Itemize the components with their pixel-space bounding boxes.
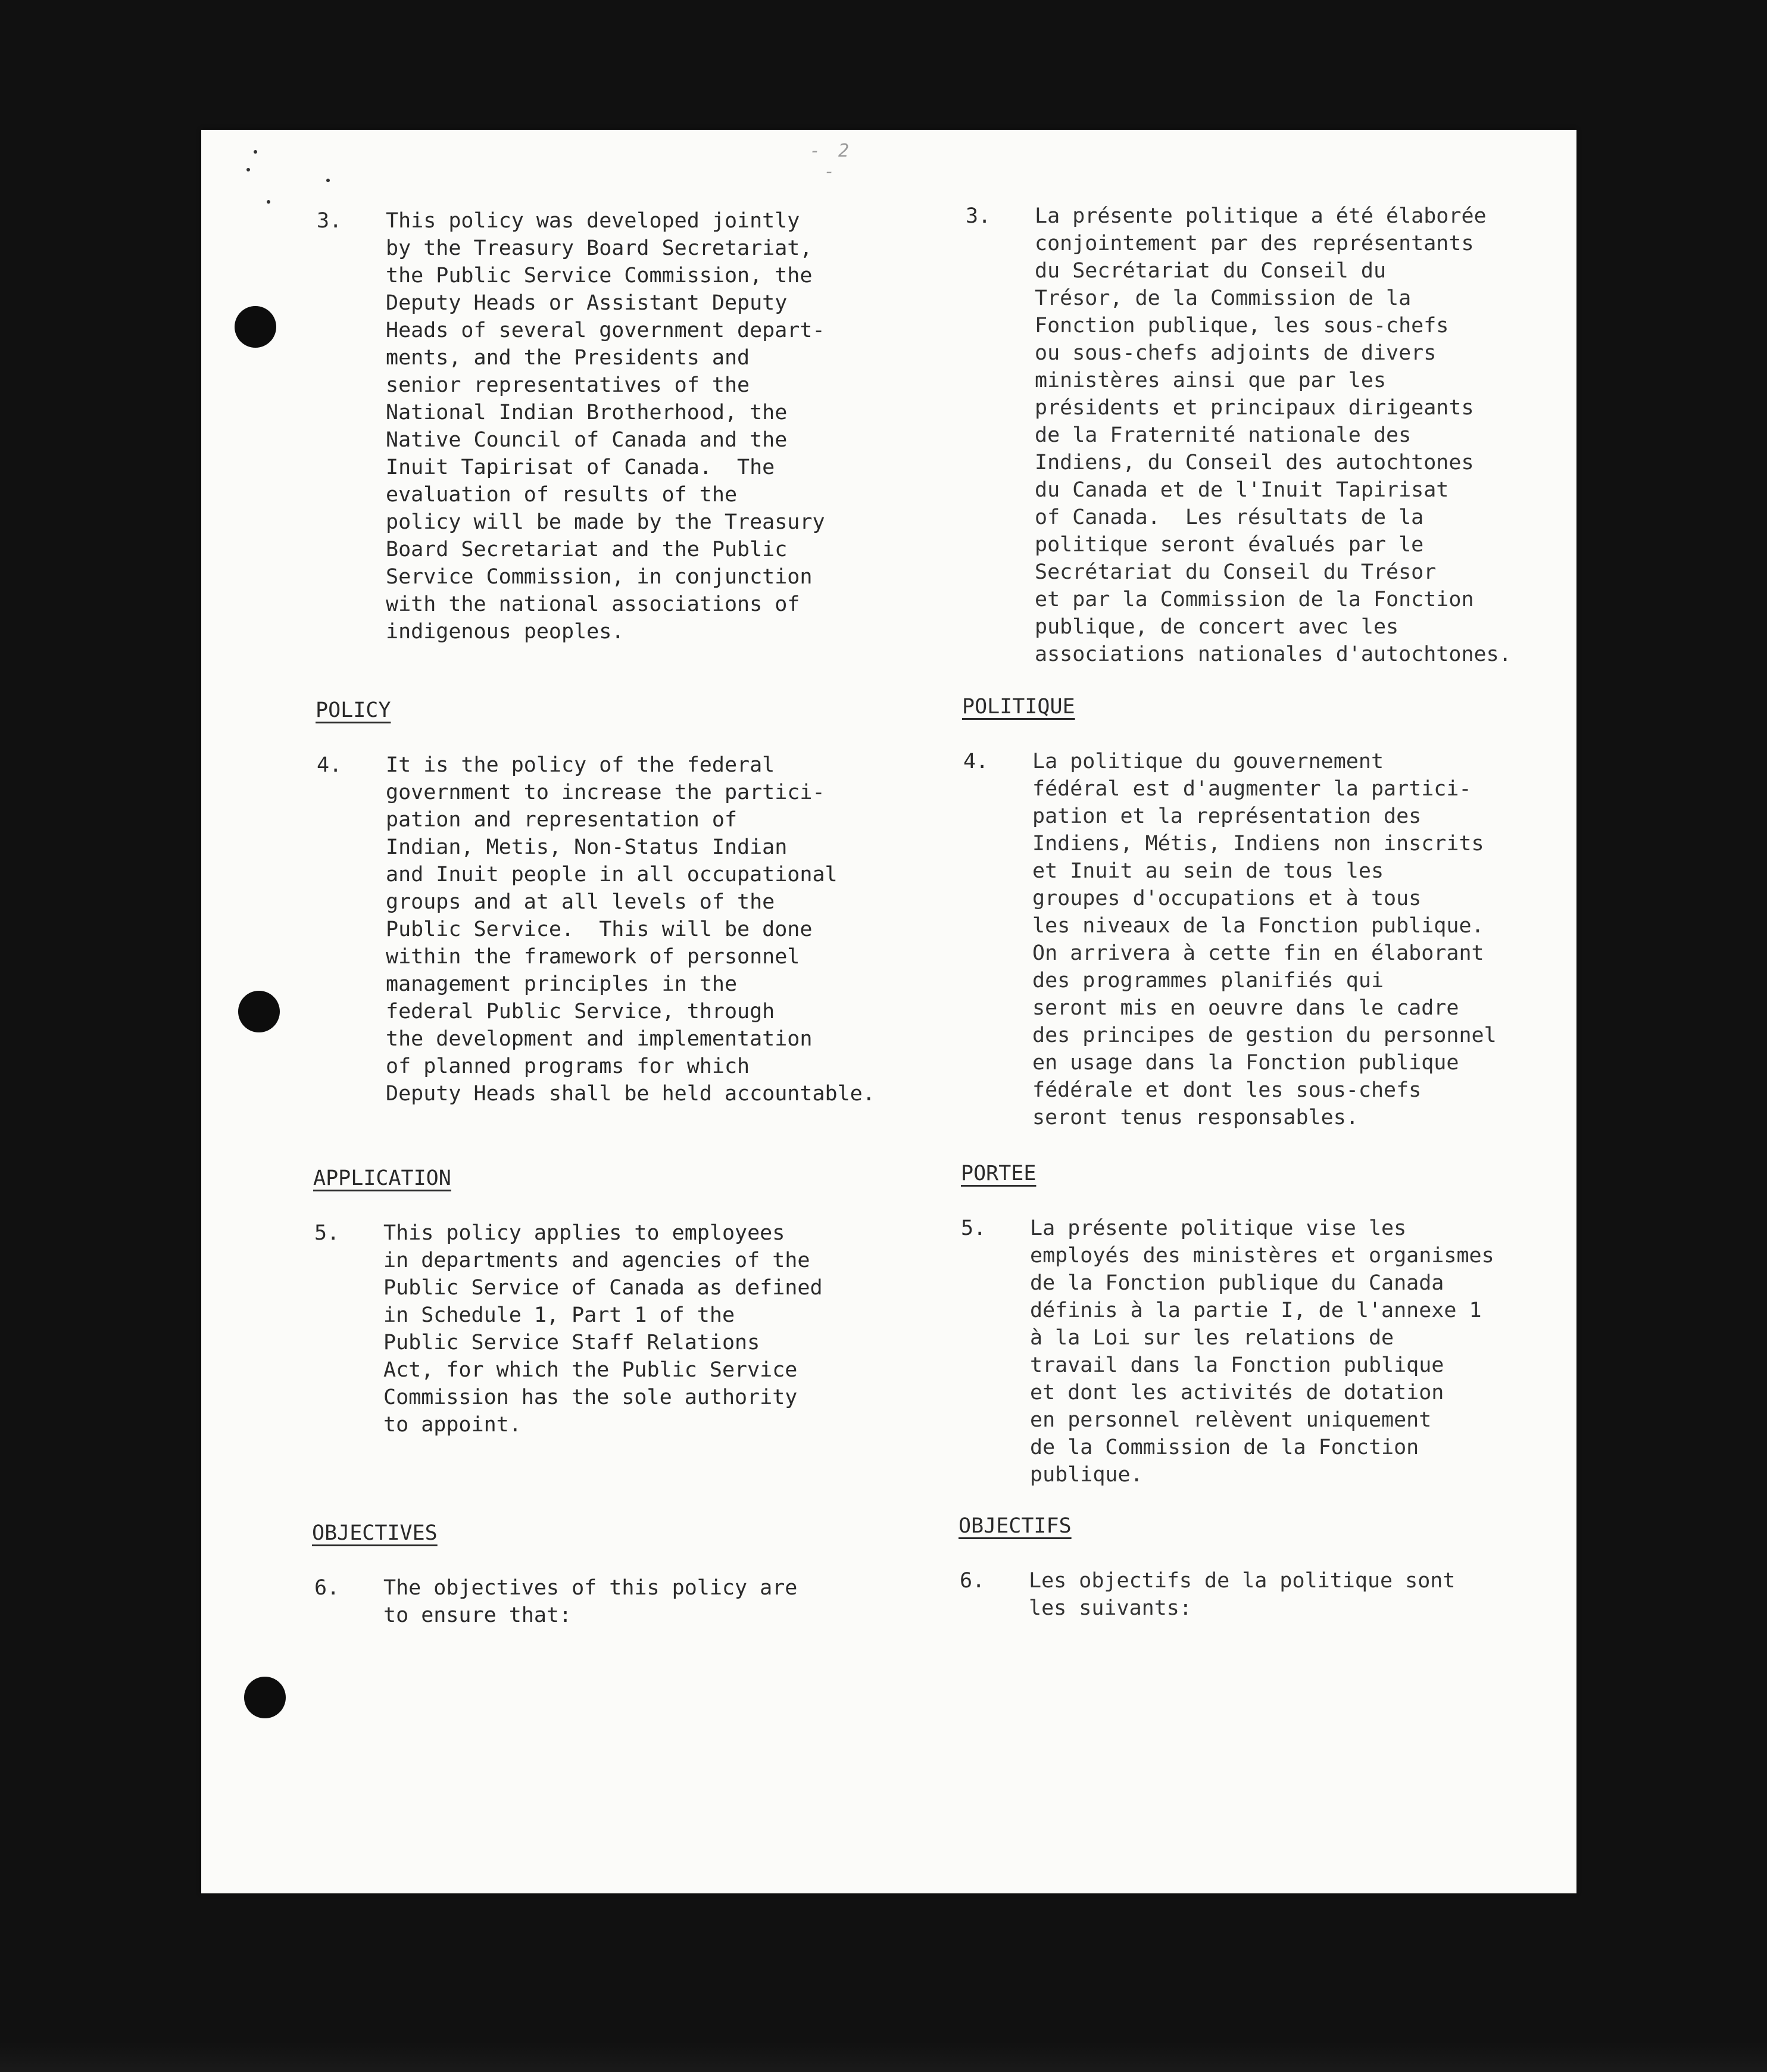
text-line: publique.	[1030, 1463, 1143, 1487]
text-line: to ensure that:	[383, 1603, 572, 1627]
text-line: evaluation of results of the	[386, 483, 738, 507]
text-line: the Public Service Commission, the	[386, 264, 813, 288]
en-paragraph-3-text	[386, 207, 825, 645]
en-paragraph-5-text	[383, 1219, 823, 1438]
en-paragraph-4-text	[386, 751, 875, 1107]
text-line: indigenous peoples.	[386, 620, 625, 644]
text-line: Public Service. This will be done	[386, 918, 813, 941]
dust-speck	[254, 150, 257, 154]
text-line: seront mis en oeuvre dans le cadre	[1032, 996, 1459, 1020]
text-line: ou sous-chefs adjoints de divers	[1035, 341, 1437, 365]
text-line: of Canada. Les résultats de la	[1035, 505, 1424, 529]
text-line: of planned programs for which	[386, 1054, 750, 1078]
binder-hole-middle	[238, 991, 280, 1032]
text-line: The objectives of this policy are	[383, 1576, 798, 1600]
en-heading-policy: POLICY	[316, 698, 391, 722]
text-line: Heads of several government depart-	[386, 319, 825, 342]
text-line: in Schedule 1, Part 1 of the	[383, 1303, 735, 1327]
text-line: senior representatives of the	[386, 373, 750, 397]
fr-paragraph-3-text	[1035, 202, 1512, 668]
text-line: Indian, Metis, Non-Status Indian	[386, 835, 788, 859]
dust-speck	[326, 179, 330, 182]
text-line: Inuit Tapirisat of Canada. The	[386, 455, 775, 479]
en-paragraph-3-number: 3.	[317, 209, 342, 233]
text-line: Service Commission, in conjunction	[386, 565, 813, 589]
text-line: by the Treasury Board Secretariat,	[386, 236, 813, 260]
en-paragraph-6-text	[383, 1574, 797, 1629]
text-line: à la Loi sur les relations de	[1030, 1326, 1394, 1350]
text-line: On arrivera à cette fin en élaborant	[1032, 941, 1484, 965]
text-line: and Inuit people in all occupational	[386, 863, 838, 887]
text-line: Indiens, Métis, Indiens non inscrits	[1032, 832, 1484, 856]
text-line: La politique du gouvernement	[1032, 750, 1384, 773]
text-line: National Indian Brotherhood, the	[386, 401, 788, 425]
text-line: de la Fraternité nationale des	[1035, 423, 1412, 447]
text-line: La présente politique a été élaborée	[1035, 204, 1487, 228]
text-line: Deputy Heads or Assistant Deputy	[386, 291, 788, 315]
text-line: fédéral est d'augmenter la partici-	[1032, 777, 1472, 801]
text-line: groupes d'occupations et à tous	[1032, 887, 1422, 910]
text-line: Public Service Staff Relations	[383, 1331, 760, 1355]
text-line: ments, and the Presidents and	[386, 346, 750, 370]
text-line: with the national associations of	[386, 592, 800, 616]
text-line: des programmes planifiés qui	[1032, 969, 1384, 993]
text-line: in departments and agencies of the	[383, 1249, 810, 1272]
text-line: Act, for which the Public Service	[383, 1358, 798, 1382]
text-line: des principes de gestion du personnel	[1032, 1023, 1497, 1047]
text-line: politique seront évalués par le	[1035, 533, 1424, 557]
fr-paragraph-4-text	[1032, 748, 1497, 1131]
text-line: La présente politique vise les	[1030, 1216, 1407, 1240]
fr-paragraph-3-number: 3.	[966, 204, 991, 228]
text-line: définis à la partie I, de l'annexe 1	[1030, 1299, 1482, 1322]
text-line: du Canada et de l'Inuit Tapirisat	[1035, 478, 1449, 502]
text-line: Trésor, de la Commission de la	[1035, 286, 1412, 310]
text-line: to appoint.	[383, 1413, 522, 1437]
text-line: Public Service of Canada as defined	[383, 1276, 823, 1300]
text-line: seront tenus responsables.	[1032, 1106, 1359, 1129]
text-line: employés des ministères et organismes	[1030, 1244, 1494, 1268]
text-line: Board Secretariat and the Public	[386, 538, 788, 561]
text-line: Deputy Heads shall be held accountable.	[386, 1082, 875, 1106]
text-line: et dont les activités de dotation	[1030, 1381, 1444, 1405]
fr-paragraph-4-number: 4.	[963, 750, 989, 773]
text-line: travail dans la Fonction publique	[1030, 1353, 1444, 1377]
en-paragraph-4-number: 4.	[317, 753, 342, 777]
text-line: policy will be made by the Treasury	[386, 510, 825, 534]
text-line: Fonction publique, les sous-chefs	[1035, 314, 1449, 338]
binder-hole-bottom	[244, 1677, 286, 1718]
fr-heading-portee: PORTEE	[961, 1162, 1037, 1185]
fr-paragraph-5-number: 5.	[961, 1216, 986, 1240]
fr-paragraph-6-number: 6.	[960, 1569, 985, 1593]
dust-speck	[246, 168, 250, 171]
dust-speck	[267, 200, 270, 204]
text-line: Les objectifs de la politique sont	[1029, 1569, 1456, 1593]
text-line: les suivants:	[1029, 1596, 1192, 1620]
film-edge	[0, 2042, 1767, 2072]
fr-paragraph-5-text	[1030, 1215, 1494, 1489]
text-line: the development and implementation	[386, 1027, 813, 1051]
text-line: en personnel relèvent uniquement	[1030, 1408, 1432, 1432]
text-line: management principles in the	[386, 972, 738, 996]
fr-heading-politique: POLITIQUE	[962, 695, 1075, 719]
text-line: les niveaux de la Fonction publique.	[1032, 914, 1484, 938]
text-line: government to increase the partici-	[386, 781, 825, 804]
en-heading-objectives: OBJECTIVES	[312, 1521, 438, 1545]
text-line: conjointement par des représentants	[1035, 232, 1474, 255]
text-line: associations nationales d'autochtones.	[1035, 642, 1512, 666]
binder-hole-top	[235, 306, 276, 348]
page-number: - 2 -	[809, 141, 853, 182]
text-line: du Secrétariat du Conseil du	[1035, 259, 1387, 283]
en-paragraph-5-number: 5.	[314, 1221, 340, 1245]
text-line: et Inuit au sein de tous les	[1032, 859, 1384, 883]
text-line: de la Fonction publique du Canada	[1030, 1271, 1444, 1295]
text-line: federal Public Service, through	[386, 1000, 775, 1023]
fr-paragraph-6-text	[1029, 1567, 1455, 1622]
text-line: Secrétariat du Conseil du Trésor	[1035, 560, 1437, 584]
en-paragraph-6-number: 6.	[314, 1576, 340, 1600]
text-line: pation et la représentation des	[1032, 804, 1422, 828]
text-line: Indiens, du Conseil des autochtones	[1035, 451, 1474, 475]
text-line: This policy applies to employees	[383, 1221, 785, 1245]
text-line: publique, de concert avec les	[1035, 615, 1399, 639]
text-line: pation and representation of	[386, 808, 738, 832]
text-line: fédérale et dont les sous-chefs	[1032, 1078, 1422, 1102]
en-heading-application: APPLICATION	[313, 1166, 451, 1190]
text-line: within the framework of personnel	[386, 945, 800, 969]
text-line: de la Commission de la Fonction	[1030, 1436, 1419, 1459]
text-line: groups and at all levels of the	[386, 890, 775, 914]
text-line: et par la Commission de la Fonction	[1035, 588, 1474, 611]
text-line: Native Council of Canada and the	[386, 428, 788, 452]
text-line: This policy was developed jointly	[386, 209, 800, 233]
text-line: Commission has the sole authority	[383, 1386, 798, 1409]
text-line: en usage dans la Fonction publique	[1032, 1051, 1459, 1075]
text-line: ministères ainsi que par les	[1035, 369, 1387, 392]
text-line: présidents et principaux dirigeants	[1035, 396, 1474, 420]
fr-heading-objectifs: OBJECTIFS	[959, 1514, 1072, 1538]
text-line: It is the policy of the federal	[386, 753, 775, 777]
